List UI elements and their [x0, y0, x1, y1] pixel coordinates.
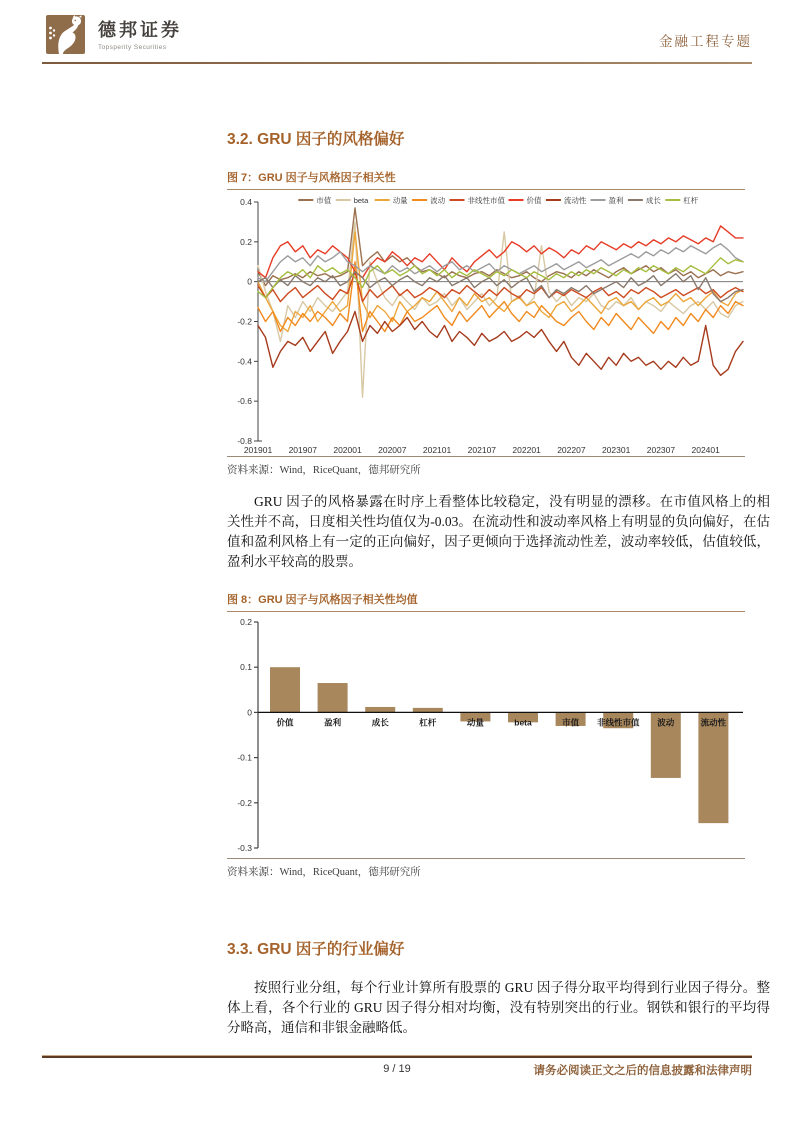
figure7-line-chart — [227, 192, 745, 456]
svg-text:-0.4: -0.4 — [237, 356, 252, 367]
svg-text:-0.2: -0.2 — [237, 316, 252, 327]
svg-text:beta: beta — [353, 196, 369, 205]
svg-text:盈利: 盈利 — [324, 717, 342, 728]
section-3-3-title: 3.3. GRU 因子的行业偏好 — [227, 941, 405, 958]
svg-text:202107: 202107 — [467, 445, 497, 455]
svg-text:0.1: 0.1 — [240, 662, 252, 673]
page-number: 9 / 19 — [383, 1063, 411, 1075]
section-3-2-title: 3.2. GRU 因子的风格偏好 — [227, 131, 405, 148]
svg-text:价值: 价值 — [526, 196, 542, 205]
svg-text:动量: 动量 — [392, 196, 408, 205]
header-divider — [42, 62, 752, 64]
footer-divider — [42, 1055, 752, 1058]
svg-text:202101: 202101 — [422, 445, 452, 455]
svg-text:动量: 动量 — [466, 717, 484, 728]
svg-text:流动性: 流动性 — [563, 196, 587, 205]
svg-text:0.4: 0.4 — [240, 197, 252, 207]
brand-logo-icon — [42, 12, 88, 63]
svg-text:-0.3: -0.3 — [237, 843, 252, 853]
svg-text:流动性: 流动性 — [700, 717, 727, 728]
svg-text:杠杆: 杠杆 — [419, 717, 437, 728]
figure7-source: 资料来源：Wind，RiceQuant，德邦研究所 — [227, 465, 421, 476]
svg-text:201907: 201907 — [288, 445, 317, 455]
brand-name-cn: 德邦证券 — [98, 20, 182, 40]
svg-text:202001: 202001 — [333, 445, 362, 455]
svg-text:0: 0 — [247, 276, 252, 287]
svg-text:杠杆: 杠杆 — [683, 196, 699, 205]
figure8-bottom-rule — [227, 858, 745, 859]
svg-text:202301: 202301 — [601, 445, 631, 455]
paragraph-3-3: 按照行业分组，每个行业计算所有股票的 GRU 因子得分取平均得到行业因子得分。整体上看，各个行业的 GRU 因子得分相对均衡，没有特别突出的行业。钢铁和银行的平均得分略高，通信和非银金融略低。 — [227, 980, 770, 1035]
figure7-bottom-rule — [227, 456, 745, 457]
svg-text:市值: 市值 — [316, 196, 332, 205]
svg-text:非线性市值: 非线性市值 — [467, 196, 505, 205]
svg-text:成长: 成长 — [371, 717, 389, 728]
paragraph-3-2: GRU 因子的风格暴露在时序上看整体比较稳定，没有明显的漂移。在市值风格上的相关性并不高，日度相关性均值仅为-0.03。在流动性和波动率风格上有明显的负向偏好，在估值和盈利风格上有一定的正向偏好，因子更倾向于选择流动性差，波动率较低，估值较低，盈利水平较高的股票。 — [227, 494, 770, 569]
svg-text:波动: 波动 — [657, 717, 675, 728]
svg-text:202201: 202201 — [512, 445, 541, 455]
svg-text:202207: 202207 — [557, 445, 586, 455]
svg-text:-0.6: -0.6 — [237, 396, 252, 407]
footer-disclaimer: 请务必阅读正文之后的信息披露和法律声明 — [533, 1065, 752, 1077]
svg-text:非线性市值: 非线性市值 — [596, 717, 640, 728]
svg-text:0.2: 0.2 — [240, 617, 252, 627]
figure7-caption: 图 7：GRU 因子与风格因子相关性 — [227, 172, 396, 184]
svg-text:202007: 202007 — [378, 445, 407, 455]
svg-text:0: 0 — [247, 707, 252, 718]
svg-text:beta: beta — [514, 717, 532, 728]
svg-text:202307: 202307 — [646, 445, 676, 455]
svg-text:波动: 波动 — [430, 196, 446, 205]
svg-text:-0.2: -0.2 — [237, 797, 252, 808]
svg-text:201901: 201901 — [243, 445, 273, 455]
svg-text:盈利: 盈利 — [608, 196, 624, 205]
svg-text:市值: 市值 — [562, 717, 580, 728]
svg-text:成长: 成长 — [645, 196, 661, 205]
figure8-top-rule — [227, 611, 745, 612]
figure7-top-rule — [227, 189, 745, 190]
header — [42, 12, 182, 63]
svg-text:202401: 202401 — [691, 445, 720, 455]
svg-text:-0.1: -0.1 — [237, 752, 252, 763]
svg-text:价值: 价值 — [276, 717, 294, 728]
document-type-label: 金融工程专题 — [659, 34, 752, 49]
figure8-bar-chart — [227, 613, 745, 857]
brand-name-en: Topsperity Securities — [98, 44, 167, 51]
brand-text — [98, 16, 182, 51]
svg-text:-0.8: -0.8 — [237, 436, 252, 446]
svg-text:0.2: 0.2 — [240, 236, 252, 247]
figure8-source: 资料来源：Wind，RiceQuant，德邦研究所 — [227, 867, 421, 878]
figure8-caption: 图 8：GRU 因子与风格因子相关性均值 — [227, 594, 418, 606]
